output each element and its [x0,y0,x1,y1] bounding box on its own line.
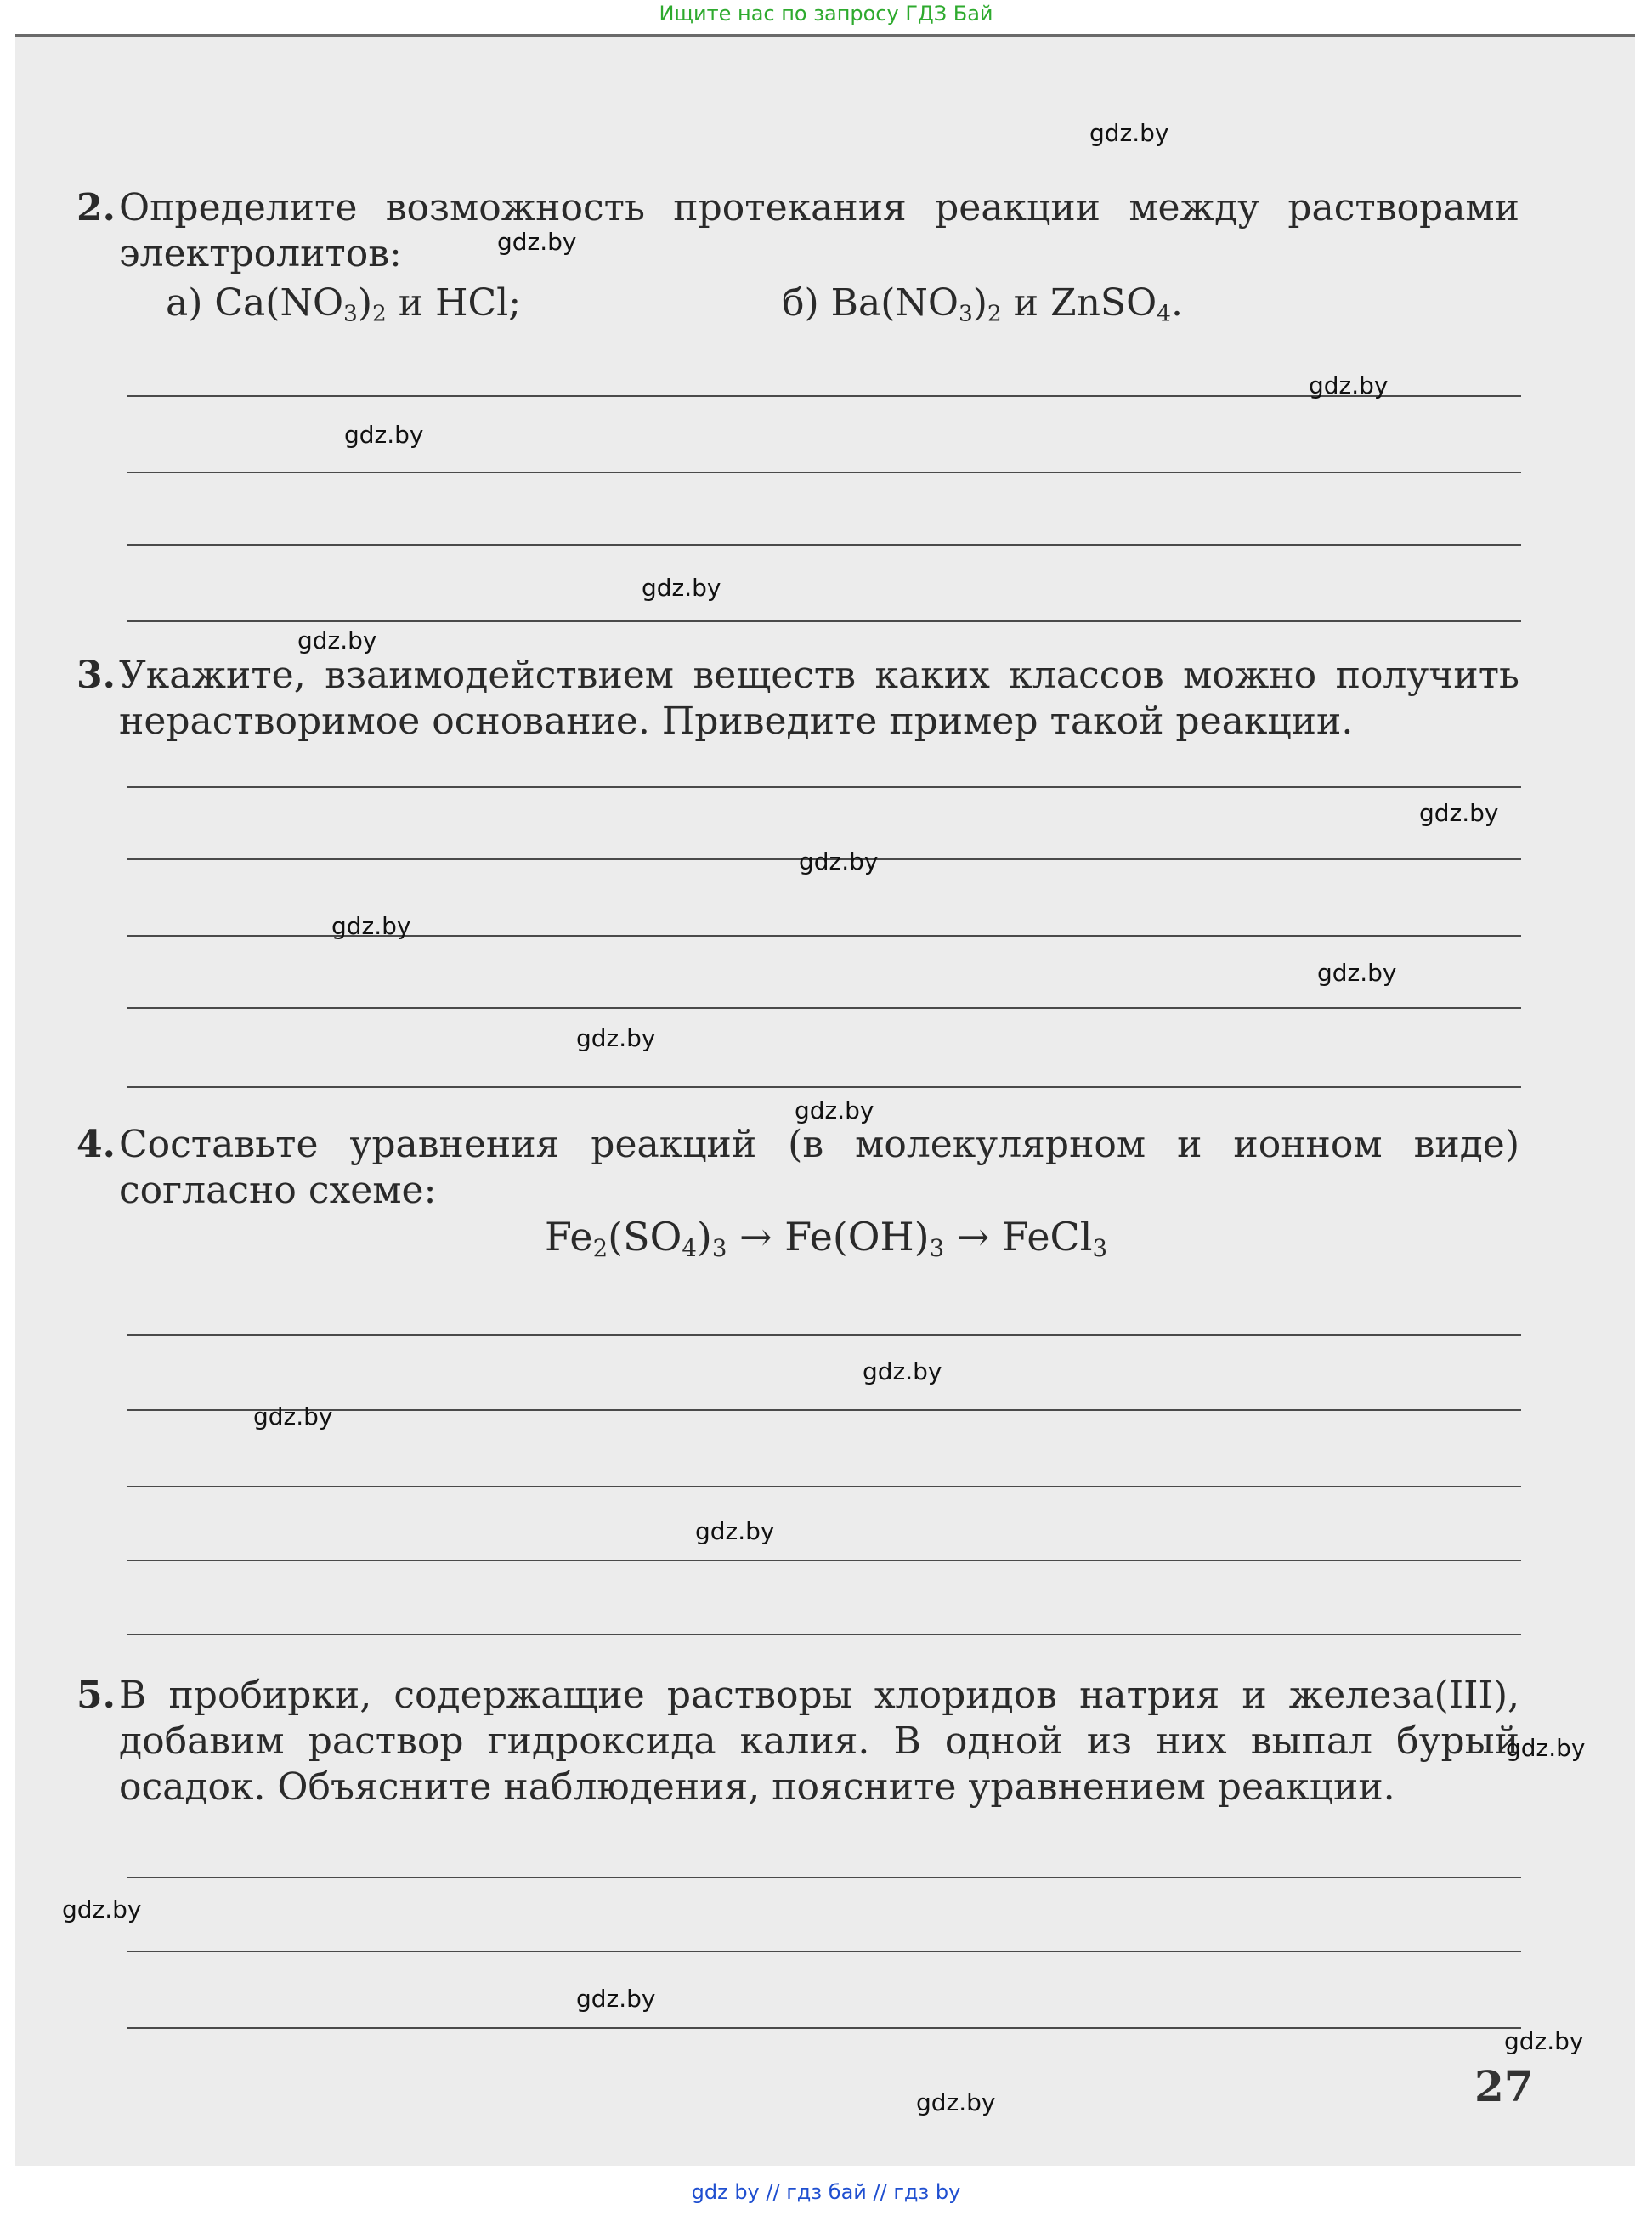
watermark: gdz.by [1504,2027,1584,2055]
task-number: 3. [76,654,116,697]
watermark: gdz.by [1309,371,1389,399]
answer-line[interactable] [127,620,1521,622]
answer-line[interactable] [127,1086,1521,1088]
watermark: gdz.by [1419,799,1499,827]
watermark: gdz.by [1506,1734,1586,1762]
task-number: 2. [76,186,116,229]
watermark: gdz.by [62,1895,142,1923]
answer-line[interactable] [127,1409,1521,1411]
answer-line[interactable] [127,1634,1521,1635]
watermark: gdz.by [331,912,411,940]
task-text: Составьте уравнения реакций (в молекулярном и ионном виде) согласно схеме: [119,1123,1519,1212]
task-number: 5. [76,1674,116,1717]
answer-line[interactable] [127,1951,1521,1952]
task-text: В пробирки, содержащие растворы хлоридов натрия и железа(III), добавим раствор гидроксида калия. В одной из них выпал бурый осадок. Объясните наблюдения, поясните уравнением реакции. [119,1674,1519,1809]
watermark: gdz.by [344,421,424,449]
answer-line[interactable] [127,544,1521,546]
task-4 [76,1122,1519,1214]
reaction-scheme: $Fe_2(SO_4)_3 \to Fe(OH)_3$ → FeCl$_3$ [544,1214,1108,1262]
page-number: 27 [1474,2061,1534,2111]
watermark: gdz.by [1089,119,1169,147]
task-5 [76,1673,1519,1810]
watermark: gdz.by [916,2088,996,2116]
answer-line[interactable] [127,472,1521,473]
watermark: gdz.by [576,1985,656,2013]
task-number: 4. [76,1123,116,1166]
watermark: gdz.by [1317,959,1397,987]
task-2-options [119,280,1519,337]
answer-line[interactable] [127,1560,1521,1561]
watermark: gdz.by [497,228,577,256]
option-a: а) $Ca(NO_3)_2$ и HCl; [166,281,522,327]
watermark: gdz.by [297,626,377,654]
watermark: gdz.by [253,1402,333,1430]
answer-line[interactable] [127,786,1521,788]
answer-line[interactable] [127,1007,1521,1009]
task-2 [76,185,1519,277]
watermark: gdz.by [863,1357,942,1385]
task-text: Определите возможность протекания реакции между растворами электролитов: [119,186,1519,275]
answer-line[interactable] [127,1486,1521,1487]
watermark: gdz.by [799,847,879,875]
watermark: gdz.by [795,1096,874,1124]
watermark: gdz.by [642,574,721,602]
answer-line[interactable] [127,2027,1521,2029]
top-banner[interactable]: Ищите нас по запросу ГДЗ Бай [659,2,993,25]
watermark: gdz.by [695,1517,775,1545]
answer-line[interactable] [127,1334,1521,1336]
watermark: gdz.by [576,1024,656,1052]
option-b: б) $Ba(NO_3)_2$ и ZnSO$_4$. [782,281,1183,327]
answer-line[interactable] [127,1877,1521,1878]
bottom-banner[interactable]: gdz by // гдз бай // гдз by [691,2180,961,2204]
task-3 [76,653,1519,745]
task-text: Укажите, взаимодействием веществ каких классов можно получить нерастворимое основание. Приведите пример такой реакции. [119,654,1519,743]
